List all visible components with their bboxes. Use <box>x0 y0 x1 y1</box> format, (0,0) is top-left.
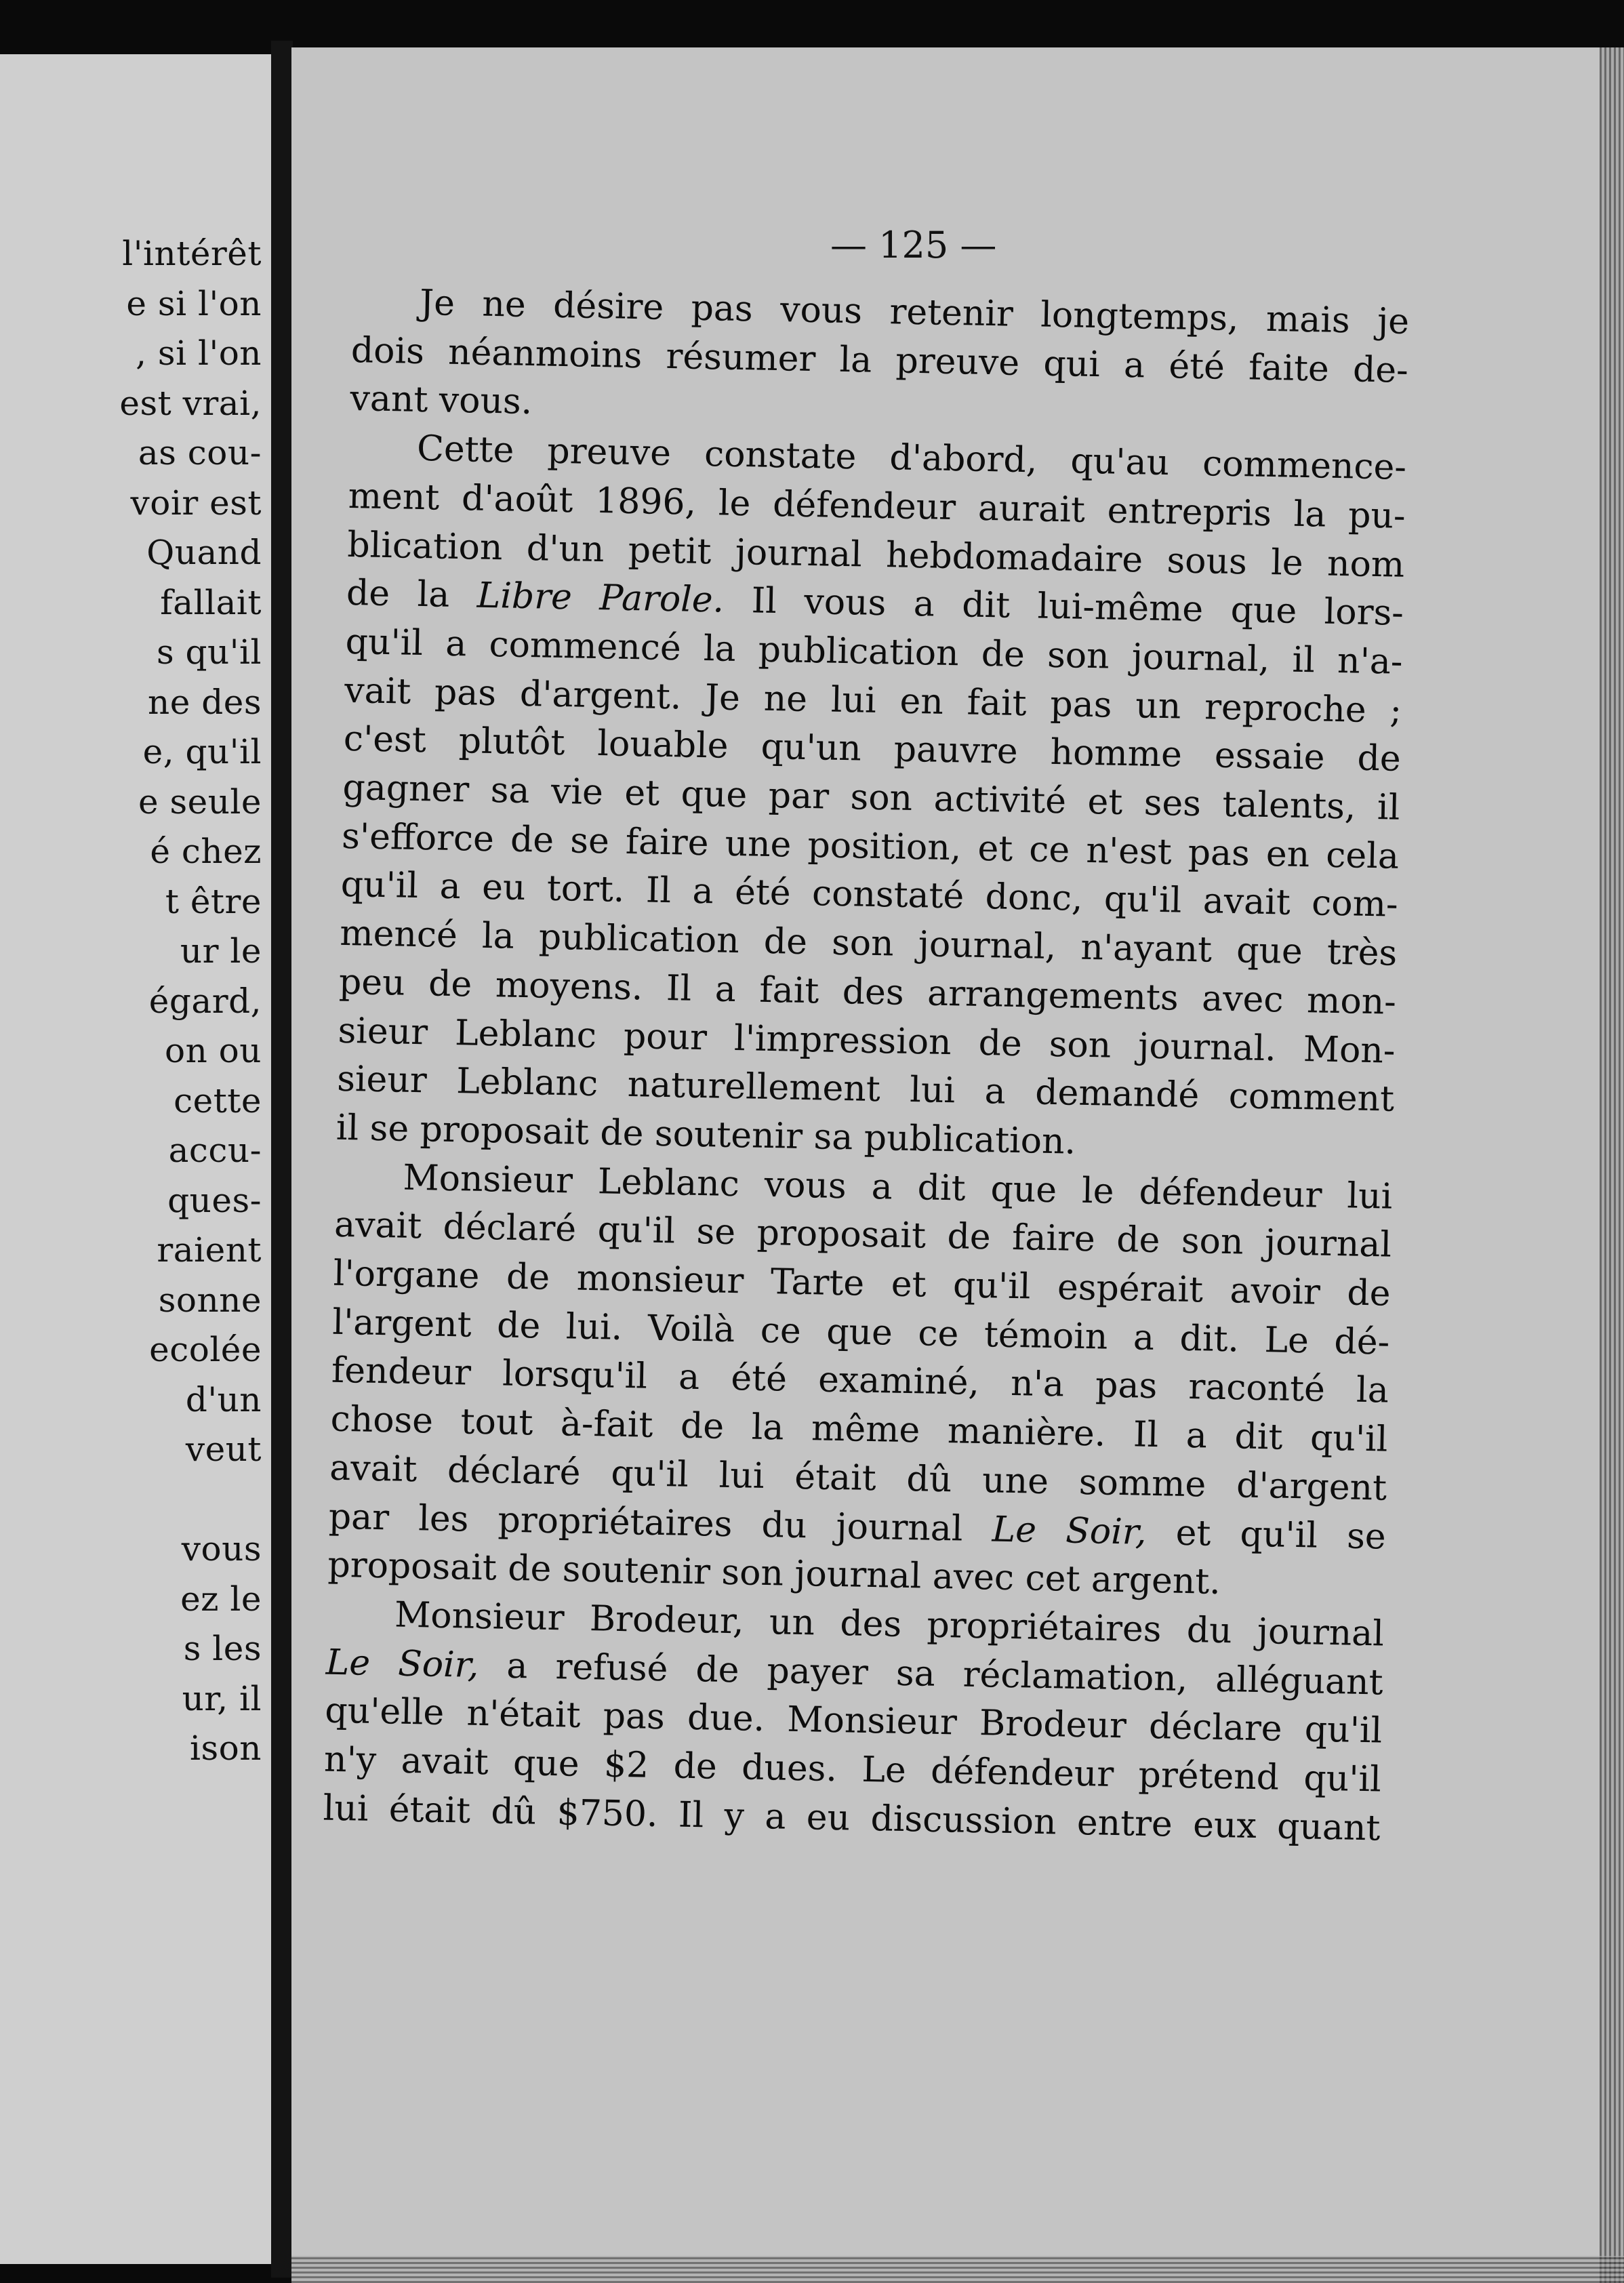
left-page-fragment: raient <box>157 1230 262 1270</box>
text-line: c'est plutôt louable qu'un pauvre homme essaie de <box>343 719 1402 780</box>
left-page-fragment: on ou <box>164 1031 262 1070</box>
text-segment: et qu'il se <box>1145 1512 1387 1558</box>
text-line: Cette preuve constate d'abord, qu'au commence- <box>416 428 1407 489</box>
left-page-fragment: fallait <box>160 582 262 622</box>
text-line: vait pas d'argent. Je ne lui en fait pas un reproche ; <box>344 670 1402 731</box>
text-line: n'y avait que $2 de dues. Le défendeur prétend qu'il <box>323 1739 1382 1800</box>
text-line: il se proposait de soutenir sa publication. <box>336 1107 1076 1163</box>
page-edge <box>1600 47 1624 2283</box>
body-text <box>323 278 1410 1853</box>
text-line: avait déclaré qu'il se proposait de faire de son journal <box>333 1205 1392 1266</box>
left-page-fragment: voir est <box>130 483 262 523</box>
text-line: chose tout à-fait de la même manière. Il a dit qu'il <box>330 1398 1388 1460</box>
text-line: gagner sa vie et que par son activité et ses talents, il <box>342 767 1400 828</box>
text-line: qu'elle n'était pas due. Monsieur Brodeur déclare qu'il <box>324 1691 1383 1752</box>
text-line: mencé la publication de son journal, n'ayant que très <box>339 912 1398 974</box>
left-page-fragment: e seule <box>138 782 262 822</box>
left-page-fragment: ecolée <box>149 1330 262 1369</box>
text-line: blication d'un petit journal hebdomadaire sous le nom <box>346 524 1405 586</box>
left-page-fragment: ques- <box>167 1180 262 1220</box>
left-page-fragment: sonne <box>158 1280 262 1320</box>
text-line: Monsieur Brodeur, un des propriétaires du journal <box>394 1594 1385 1655</box>
page-bottom-edge <box>291 2256 1624 2283</box>
left-page-fragment: ison <box>190 1729 262 1768</box>
text-line: sieur Leblanc pour l'impression de son journal. Mon- <box>338 1010 1396 1072</box>
left-page-fragment: accu- <box>168 1131 262 1170</box>
left-page <box>0 54 275 2264</box>
left-page-fragment: l'intérêt <box>122 234 262 273</box>
left-page-fragment: , si l'on <box>136 334 262 373</box>
text-segment: a refusé de payer sa réclamation, alléguant <box>478 1644 1384 1703</box>
text-segment: de la <box>346 573 478 616</box>
left-page-fragment: Quand <box>146 533 262 572</box>
text-line: fendeur lorsqu'il a été examiné, n'a pas raconté la <box>331 1350 1389 1412</box>
left-page-fragment: d'un <box>185 1379 262 1419</box>
left-page-fragment: ez le <box>180 1579 262 1619</box>
left-page-fragment: t être <box>165 881 262 921</box>
left-page-fragment: as cou- <box>138 433 262 472</box>
left-page-fragment: égard, <box>148 981 262 1021</box>
text-line: peu de moyens. Il a fait des arrangements avec mon- <box>338 961 1397 1023</box>
left-page-fragment: vous <box>181 1529 262 1569</box>
left-page-fragment: veut <box>185 1430 262 1469</box>
text-line: l'argent de lui. Voilà ce que ce témoin a dit. Le dé- <box>331 1301 1390 1363</box>
text-line: dois néanmoins résumer la preuve qui a été faite de- <box>350 329 1409 391</box>
text-line: Monsieur Leblanc vous a dit que le défendeur lui <box>402 1157 1393 1217</box>
text-line: qu'il a commencé la publication de son journal, il n'a- <box>345 621 1403 683</box>
left-page-fragment: e, qu'il <box>142 732 262 771</box>
text-line: lui était dû $750. Il y a eu discussion entre eux quant <box>323 1787 1381 1849</box>
left-page-fragment: ne des <box>148 682 262 722</box>
text-line: qu'il a eu tort. Il a été constaté donc, qu'il avait com- <box>340 864 1399 926</box>
text-line: proposait de soutenir son journal avec cet argent. <box>327 1544 1221 1603</box>
text-line: s'efforce de se faire une position, et ce n'est pas en cela <box>341 815 1400 877</box>
book-gutter <box>271 41 293 2278</box>
left-page-fragment: ur le <box>180 931 262 971</box>
text-line: sieur Leblanc naturellement lui a demandé comment <box>336 1059 1395 1120</box>
left-page-fragment: cette <box>174 1080 262 1120</box>
text-line: ment d'août 1896, le défendeur aurait entrepris la pu- <box>348 475 1406 537</box>
text-line: l'organe de monsieur Tarte et qu'il espérait avoir de <box>333 1253 1392 1314</box>
left-page-fragment: é chez <box>150 832 262 871</box>
left-page-fragment: e si l'on <box>126 283 262 323</box>
left-page-fragment: est vrai, <box>119 383 262 423</box>
italic-title: Libre Parole. <box>476 575 725 621</box>
left-page-fragment: s qu'il <box>157 632 262 672</box>
text-line: vant vous. <box>349 378 533 423</box>
text-segment: par les propriétaires du journal <box>328 1496 993 1550</box>
italic-title: Le Soir, <box>992 1509 1148 1553</box>
text-line: avait déclaré qu'il lui était dû une somme d'argent <box>329 1447 1387 1509</box>
page-number: — 125 — <box>830 224 997 266</box>
left-page-fragment: s les <box>183 1629 262 1668</box>
italic-title: Le Soir, <box>325 1642 479 1686</box>
left-page-fragment: ur, il <box>182 1678 262 1718</box>
text-segment: Il vous a dit lui-même que lors- <box>723 580 1404 634</box>
text-line: Je ne désire pas vous retenir longtemps, mais je <box>419 282 1410 342</box>
